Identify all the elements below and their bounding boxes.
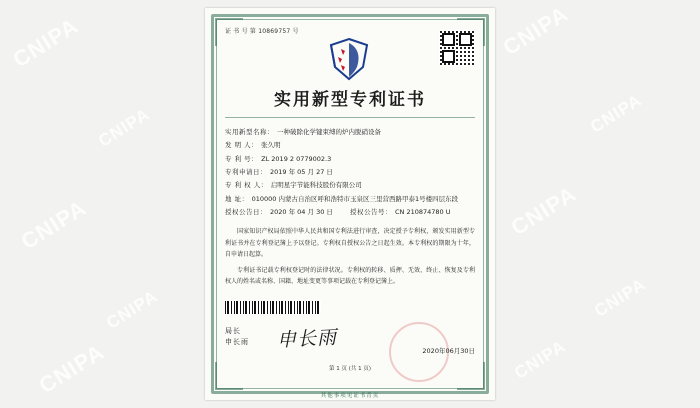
- watermark-text: CNIPA: [506, 180, 581, 241]
- field-inventor: [225, 139, 475, 151]
- watermark-text: CNIPA: [587, 90, 646, 137]
- field-label: 专 利 号：: [225, 154, 259, 163]
- field-label: 地 址：: [225, 194, 249, 203]
- page-number: 第 1 页 (共 1 页): [328, 366, 372, 372]
- title-divider: [225, 117, 475, 118]
- field-address: [225, 193, 475, 205]
- field-value: 启明星宇节能科技股份有限公司: [270, 181, 362, 190]
- watermark-text: CNIPA: [34, 338, 109, 399]
- certificate-number: 证 书 号 第 10869757 号: [225, 28, 299, 35]
- field-label: 发 明 人：: [225, 141, 259, 150]
- watermark-text: CNIPA: [16, 194, 91, 255]
- watermark-text: CNIPA: [8, 12, 83, 73]
- signature-row: [225, 326, 475, 360]
- watermark-text: CNIPA: [103, 286, 162, 333]
- field-label: 专利申请日：: [225, 168, 267, 177]
- field-application-date: [225, 166, 475, 178]
- field-patent-number: [225, 153, 475, 165]
- field-value: CN 210874780 U: [395, 208, 451, 217]
- qr-code-icon: [439, 30, 475, 66]
- field-grant-announcement: [225, 206, 475, 218]
- signature-label-line2: 申长雨: [225, 338, 249, 347]
- signature-label-line1: 局长: [225, 326, 241, 335]
- grant-number-group: [350, 206, 475, 218]
- handwritten-signature: 申长雨: [276, 326, 338, 352]
- cnipa-emblem-icon: [319, 37, 381, 83]
- field-label: 授权公告号：: [350, 208, 392, 217]
- field-label: 实用新型名称：: [225, 128, 274, 136]
- barcode-icon: [225, 301, 321, 314]
- legal-paragraph-2: 专利证书记载专利权登记时的法律状况。专利权的转移、质押、无效、终止、恢复及专利权人的姓名或名称、国籍、地址变更等事项记载在专利登记簿上。: [225, 266, 475, 285]
- watermark-text: CNIPA: [511, 336, 570, 383]
- field-value: 010000 内蒙古自治区呼和浩特市玉泉区三里营西路甲泰1号楼四层东段: [251, 194, 459, 203]
- page-title: 实用新型专利证书: [274, 90, 426, 110]
- certificate-content: [225, 26, 475, 384]
- field-value: 2019 年 05 月 27 日: [270, 168, 333, 177]
- legal-paragraph-1: 国家知识产权局依照中华人民共和国专利法进行审查，决定授予专利权，颁发实用新型专利证书并在专利登记簿上予以登记。专利权自授权公告之日起生效。本专利权的期限为十年，自申请日起算。: [225, 228, 475, 258]
- grant-date-group: [225, 206, 350, 218]
- field-value: 2020 年 04 月 30 日: [270, 208, 333, 217]
- field-label: 授权公告日：: [225, 208, 267, 217]
- watermark-text: CNIPA: [591, 274, 650, 321]
- certificate-sheet: [205, 8, 495, 400]
- field-list: [225, 126, 475, 218]
- footer-note: 其他事项见证书背页: [320, 393, 380, 399]
- field-label: 专 利 权 人：: [225, 181, 268, 190]
- field-utility-model-name: [225, 126, 475, 138]
- signature-date: 2020年06月30日: [422, 346, 475, 355]
- watermark-text: CNIPA: [95, 104, 154, 151]
- field-patentee: [225, 179, 475, 191]
- watermark-text: CNIPA: [498, 0, 573, 61]
- field-value: ZL 2019 2 0779002.3: [261, 154, 332, 163]
- field-value: 一种破除化学键束缚的炉内脱硝设备: [277, 128, 381, 136]
- field-value: 张久明: [261, 141, 281, 150]
